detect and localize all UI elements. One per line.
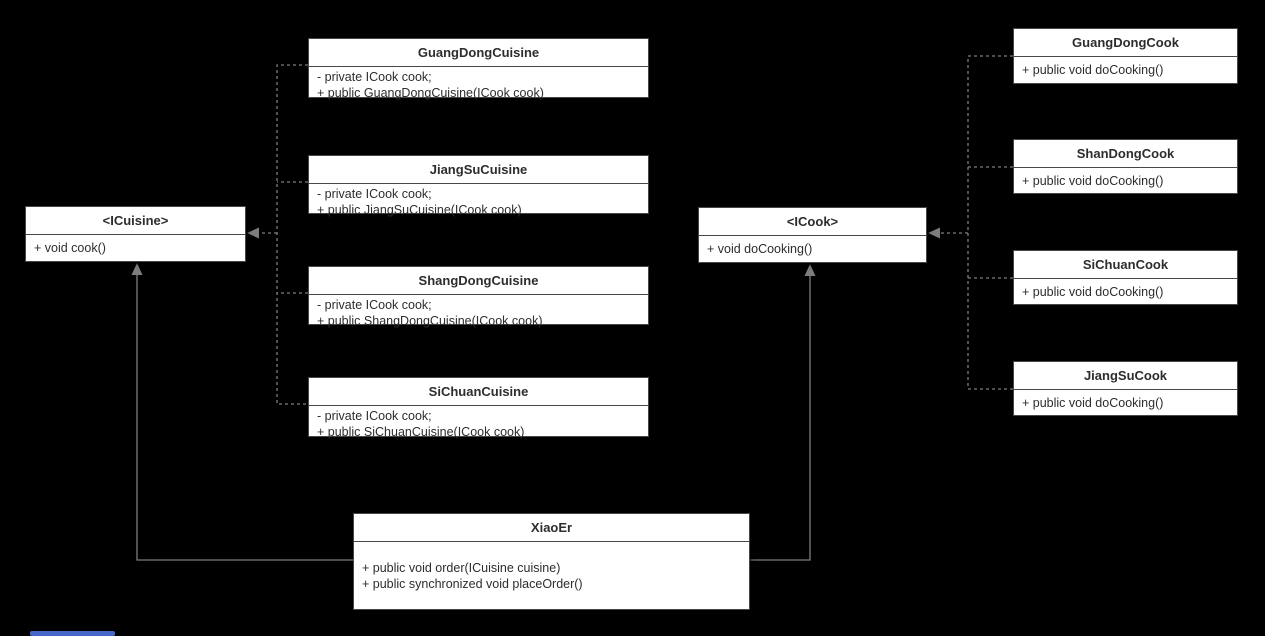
class-box-shandong-cook[interactable] [1013,139,1238,194]
cook-implementations-bus[interactable] [940,56,1013,389]
class-title: SiChuanCook [1014,251,1237,279]
class-members [1014,390,1237,415]
class-title: GuangDongCuisine [309,39,648,67]
class-member: + public void doCooking() [1022,173,1164,188]
class-member: - private ICook cook; [317,298,432,312]
class-members [309,406,648,442]
class-title: XiaoEr [354,514,749,542]
class-members [1014,279,1237,304]
class-member: + void doCooking() [707,242,813,256]
class-member: + public SiChuanCuisine(ICook cook) [317,425,525,439]
class-member: + public void order(ICuisine cuisine) [362,560,561,575]
class-box-icuisine[interactable] [25,206,246,262]
arrowhead-icook [928,228,940,239]
class-title: SiChuanCuisine [309,378,648,406]
class-members [699,236,926,262]
class-box-icook[interactable] [698,207,927,263]
class-member: + void cook() [34,241,106,255]
arrowhead-icuisine [247,228,259,239]
class-member: + public JiangSuCuisine(ICook cook) [317,203,522,217]
class-member: + public GuangDongCuisine(ICook cook) [317,86,544,100]
class-title: JiangSuCuisine [309,156,648,184]
class-title: JiangSuCook [1014,362,1237,390]
class-member: - private ICook cook; [317,70,432,84]
class-title: ShanDongCook [1014,140,1237,168]
class-member: + public ShangDongCuisine(ICook cook) [317,314,543,328]
class-title: ShangDongCuisine [309,267,648,295]
class-members [354,542,749,609]
class-member: + public void doCooking() [1022,395,1164,410]
arrowhead-xiaoer-icuisine [132,263,143,275]
class-box-guangdong-cook[interactable] [1013,28,1238,84]
class-member: + public synchronized void placeOrder() [362,576,583,591]
class-members [1014,57,1237,83]
class-members [309,67,648,103]
class-box-xiaoer[interactable] [353,513,750,610]
class-box-jiangsu-cuisine[interactable] [308,155,649,217]
bottom-blue-strip [30,631,115,636]
class-members [309,184,648,220]
class-members [26,235,245,261]
class-box-shangdong-cuisine[interactable] [308,266,649,328]
class-box-jiangsu-cook[interactable] [1013,361,1238,416]
cuisine-implementations-bus[interactable] [259,65,308,404]
class-title: <ICuisine> [26,207,245,235]
class-members [309,295,648,331]
class-title: <ICook> [699,208,926,236]
class-member: + public void doCooking() [1022,284,1164,299]
class-box-sichuan-cook[interactable] [1013,250,1238,305]
xiaoer-icook-connector[interactable] [750,275,810,560]
class-member: - private ICook cook; [317,187,432,201]
class-box-sichuan-cuisine[interactable] [308,377,649,437]
class-box-guangdong-cuisine[interactable] [308,38,649,98]
class-member: - private ICook cook; [317,409,432,423]
class-title: GuangDongCook [1014,29,1237,57]
class-member: + public void doCooking() [1022,63,1164,77]
class-members [1014,168,1237,193]
arrowhead-xiaoer-icook [805,264,816,276]
